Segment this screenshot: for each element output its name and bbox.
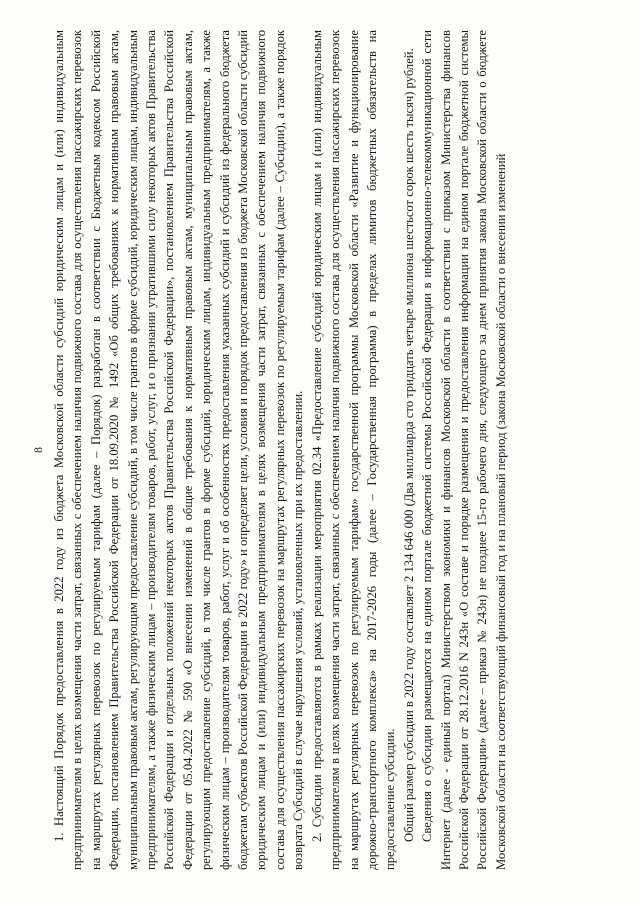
rotated-text-block xyxy=(30,20,610,880)
paragraph-1: 1. Настоящий Порядок предоставления в 2022 году из бюджета Московской области субсидий юридическим лицам и (или) индивидуальным предпринимателям в целях возмещения части затрат, связанных с обеспечением наличия подвижного состава для осуществления пассажирских перевозок на маршрутах регулярных перевозок по регулируемым тарифам (далее – Порядок) разработан в соответствии с Бюджетным кодексом Российской Федерации, постановлением Правительства Российской Федерации от 18.09.2020 № 1492 «Об общих требованиях к нормативным правовым актам, муниципальным правовым актам, регулирующим предоставление субсидий, в том числе грантов в форме субсидий, юридическим лицам, индивидуальным предпринимателям, а также физическим лицам – производителям товаров, работ, услуг, и о признании утратившими силу некоторых актов Правительства Российской Федерации и отдельных положений некоторых актов Правительства Российской Федерации», постановлением Правительства Российской Федерации от 05.04.2022 № 590 «О внесении изменений в общие требования к нормативным правовым актам, муниципальным правовым актам, регулирующим предоставление субсидий, в том числе грантов в форме субсидий, юридическим лицам, индивидуальным предпринимателям, а также физическим лицам – производителям товаров, работ, услуг и об особенностях предоставления указанных субсидий и субсидий из федерального бюджета бюджетам субъектов Российской Федерации в 2022 году» и определяет цели, условия и порядок предоставления из бюджета Московской области субсидий юридическим лицам и (или) индивидуальным предпринимателям в целях возмещения части затрат, связанных с обеспечением наличия подвижного состава для осуществления пассажирских перевозок на маршрутах регулярных перевозок по регулируемым тарифам (далее – Субсидии), а также порядок возврата Субсидий в случае нарушения условий, установленных при их предоставлении. xyxy=(52,30,306,870)
paragraph-4: Сведения о субсидии размещаются на едином портале бюджетной системы Российской Федерации в информационно-телекоммуникационной сети Интернет (далее - единый портал) Министерством экономики и финансов Московской области в соответствии с приказом Министерства финансов Российской Федерации от 28.12.2016 N 243н «О составе и порядке размещения и предоставления информации на едином портале бюджетной системы Российской Федерации» (далее – приказ № 243н) не позднее 15-го рабочего дня, следующего за днем принятия закона Московской области о бюджете Московской области на соответствующий финансовый год и на плановый период (закона Московской области о внесении изменений xyxy=(420,30,508,870)
paragraph-3: Общий размер субсидии в 2022 году составляет 2 134 646 000 (Два миллиарда сто тридцать четыре миллиона шестьсот сорок шесть тысяч) рублей. xyxy=(401,48,416,842)
paragraph-2: 2. Субсидии предоставляются в рамках реализации мероприятия 02.34 «Предоставление субсидий юридическим лицам и (или) индивидуальным предпринимателям в целях возмещения части затрат, связанных с обеспечением наличия подвижного состава для осуществления пассажирских перевозок на маршрутах регулярных перевозок по регулируемым тарифам» государственной программы Московской области «Развитие и функционирование дорожно-транспортного комплекса» на 2017-2026 годы (далее – Государственная программа) в пределах лимитов бюджетных обязательств на предоставление субсидии. xyxy=(309,30,398,870)
page-number: 8 xyxy=(31,447,45,453)
